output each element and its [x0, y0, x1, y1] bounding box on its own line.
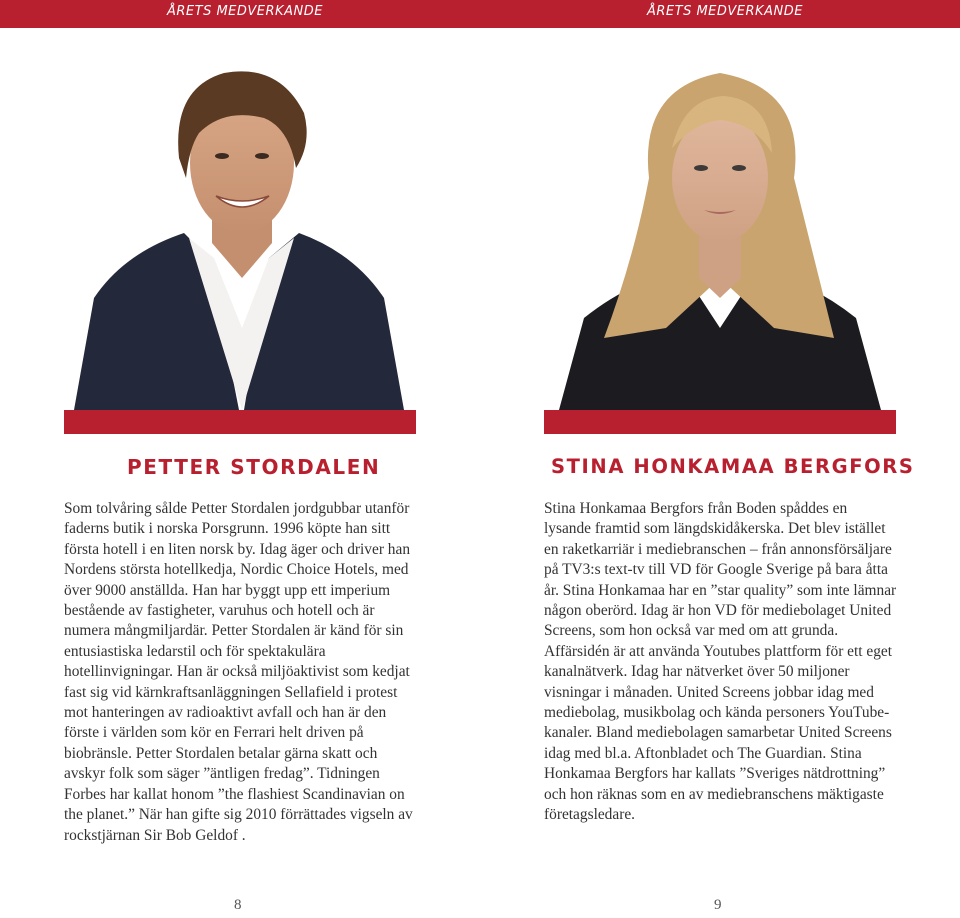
portrait-photo-petter	[64, 28, 416, 410]
person-name-petter: PETTER STORDALEN	[127, 455, 381, 479]
portrait-photo-stina	[544, 28, 896, 410]
bio-text-stina: Stina Honkamaa Bergfors från Boden spåddes en lysande framtid som längdskidåkerska. Det blev istället en raketkarriär i mediebranschen – från annonsförsäljare på TV3:s text-tv till VD för Google Sverige på bara åtta år. Stina Honkamaa har en ”star quality” som inte lämnar någon oberörd. Idag är hon VD för mediebolaget United Screens, som hon också var med om att grunda. Affärsidén är att använda Youtubes plattform för ett eget kanalnätverk. Idag har nätverket över 50 miljoner visningar i månaden. United Screens jobbar idag med mediebolag, musikbolag och kända personers YouTube-kanaler. Bland mediebolagen samarbetar United Screens idag med bl.a. Aftonbladet och The Guardian. Stina Honkamaa Bergfors har kallats ”Sveriges nätdrottning” och hon räknas som en av mediebranschens mäktigaste företagsledare.	[544, 500, 897, 824]
bio-text-petter: Som tolvåring sålde Petter Stordalen jordgubbar utanför faderns butik i norska Porsgrunn. 1996 köpte han sitt första hotell i en liten norsk by. Idag äger och driver han Nordens största hotellkedja, Nordic Choice Hotels, med över 9000 anställda. Han har byggt upp ett imperium bestående av fastigheter, varuhus och hotell och är numera mångmiljardär. Petter Stordalen är känd för sin entusiastiska ledarstil och för spektakulära hotellinvigningar. Han är också miljöaktivist som kedjat fast sig vid kärnkraftsanläggningen Sellafield i protest mot hanteringen av radioaktivt avfall och han är den förste i världen som kör en Ferrari helt driven på biobränsle. Petter Stordalen betalar gärna skatt och avskyr folk som säger ”äntligen fredag”. Tidningen Forbes har kallat honom ”the flashiest Scandinavian on the planet.” När han gifte sig 2010 förrättades vigseln av rockstjärnan Sir Bob Geldof .	[64, 500, 413, 844]
header-bar	[0, 0, 960, 28]
page-number-left: 8	[234, 897, 242, 913]
page-number-right: 9	[714, 897, 722, 913]
section-label-left: ÅRETS MEDVERKANDE	[167, 4, 323, 19]
accent-rule-right	[544, 410, 896, 434]
section-label-right: ÅRETS MEDVERKANDE	[647, 4, 803, 19]
accent-rule-left	[64, 410, 416, 434]
person-name-stina: STINA HONKAMAA BERGFORS	[551, 455, 915, 478]
